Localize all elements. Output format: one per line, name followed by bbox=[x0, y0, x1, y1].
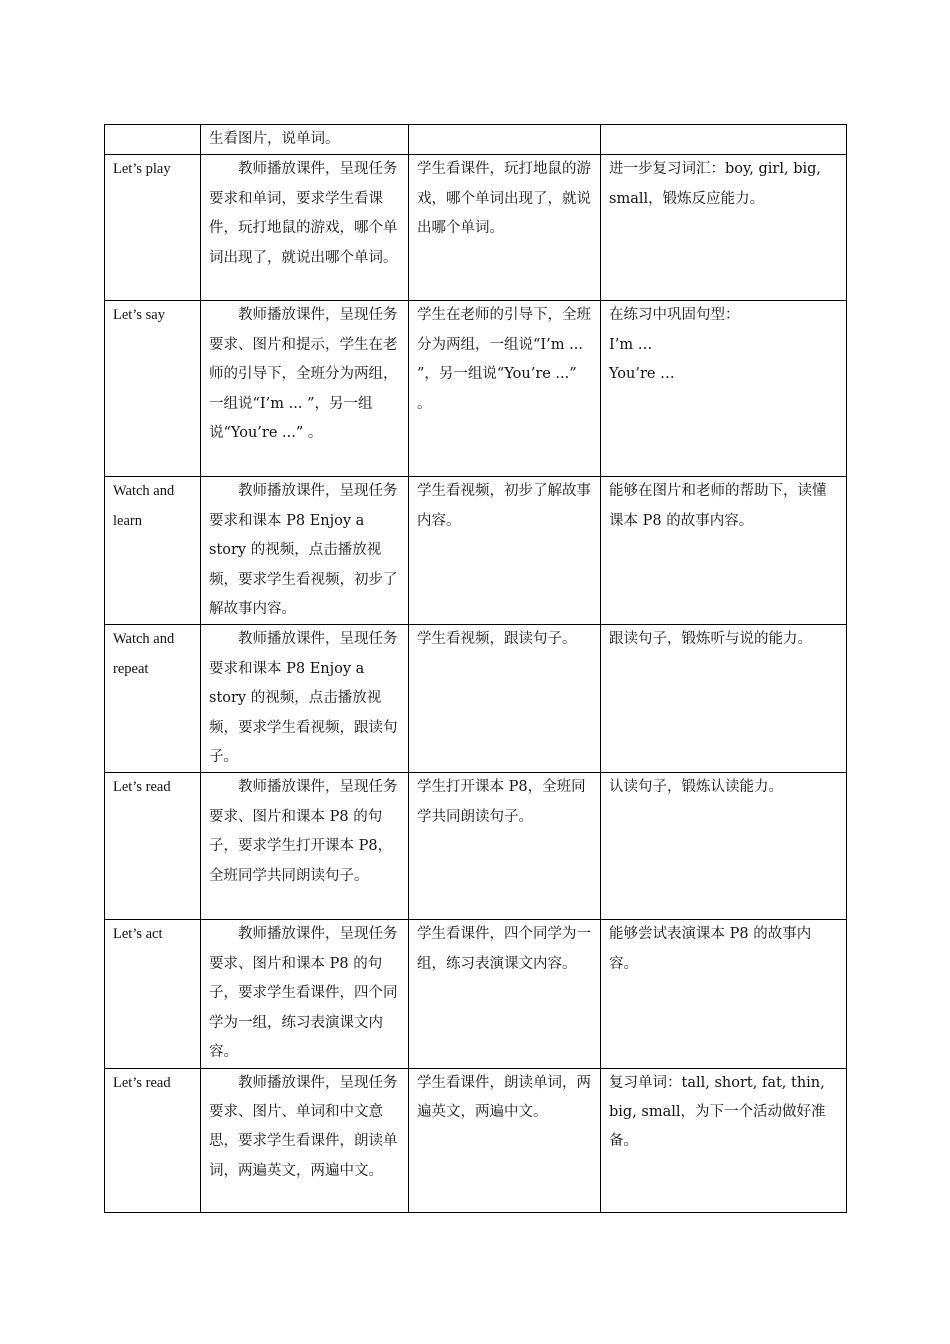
student-activity-cell: 学生看课件，玩打地鼠的游戏，哪个单词出现了，就说出哪个单词。 bbox=[409, 155, 601, 301]
student-activity-cell: 学生看课件，四个同学为一组，练习表演课文内容。 bbox=[409, 920, 601, 1068]
activity-cell: Let’s read bbox=[105, 773, 201, 920]
table-row bbox=[105, 301, 847, 477]
table-row bbox=[105, 155, 847, 301]
purpose-cell bbox=[601, 125, 847, 155]
student-activity-cell: 学生看视频，初步了解故事内容。 bbox=[409, 477, 601, 625]
table-row bbox=[105, 477, 847, 625]
sentence-pattern-2: You’re … bbox=[609, 366, 675, 383]
teacher-activity-cell: 教师播放课件，呈现任务要求和课本 P8 Enjoy a story 的视频，点击播放视频，要求学生看视频，跟读句子。 bbox=[201, 625, 409, 773]
activity-cell: Let’s play bbox=[105, 155, 201, 301]
student-activity-cell: 学生看视频，跟读句子。 bbox=[409, 625, 601, 773]
activity-cell: Let’s act bbox=[105, 920, 201, 1068]
activity-cell bbox=[105, 125, 201, 155]
teacher-activity-cell: 教师播放课件，呈现任务要求、图片和提示，学生在老师的引导下，全班分为两组，一组说“I’m ... ”，另一组说“You’re ...” 。 bbox=[201, 301, 409, 477]
lesson-procedure-table bbox=[104, 124, 847, 1213]
student-activity-cell: 学生打开课本 P8，全班同学共同朗读句子。 bbox=[409, 773, 601, 920]
purpose-cell bbox=[601, 301, 847, 477]
purpose-cell: 进一步复习词汇：boy, girl, big, small，锻炼反应能力。 bbox=[601, 155, 847, 301]
table-row bbox=[105, 920, 847, 1068]
teacher-activity-cell: 教师播放课件，呈现任务要求和单词，要求学生看课件，玩打地鼠的游戏，哪个单词出现了，就说出哪个单词。 bbox=[201, 155, 409, 301]
activity-cell: Let’s say bbox=[105, 301, 201, 477]
student-activity-cell bbox=[409, 125, 601, 155]
table-row bbox=[105, 773, 847, 920]
teacher-activity-cell: 教师播放课件，呈现任务要求、图片和课本 P8 的句子，要求学生打开课本 P8，全班同学共同朗读句子。 bbox=[201, 773, 409, 920]
purpose-cell: 能够在图片和老师的帮助下，读懂课本 P8 的故事内容。 bbox=[601, 477, 847, 625]
purpose-cell: 复习单词：tall, short, fat, thin, big, small，为下一个活动做好准备。 bbox=[601, 1068, 847, 1212]
student-activity-cell: 学生看课件，朗读单词，两遍英文，两遍中文。 bbox=[409, 1068, 601, 1212]
table-row bbox=[105, 1068, 847, 1212]
student-activity-cell: 学生在老师的引导下，全班分为两组，一组说“I’m ... ”，另一组说“You’re ...” 。 bbox=[409, 301, 601, 477]
activity-cell: Watch and repeat bbox=[105, 625, 201, 773]
activity-cell: Let’s read bbox=[105, 1068, 201, 1212]
teacher-activity-cell: 教师播放课件，呈现任务要求、图片和课本 P8 的句子，要求学生看课件，四个同学为一组，练习表演课文内容。 bbox=[201, 920, 409, 1068]
activity-cell: Watch and learn bbox=[105, 477, 201, 625]
teacher-activity-cell: 教师播放课件，呈现任务要求和课本 P8 Enjoy a story 的视频，点击播放视频，要求学生看视频，初步了解故事内容。 bbox=[201, 477, 409, 625]
teacher-activity-cell: 教师播放课件，呈现任务要求、图片、单词和中文意思，要求学生看课件，朗读单词，两遍英文，两遍中文。 bbox=[201, 1068, 409, 1212]
table-row bbox=[105, 125, 847, 155]
sentence-pattern-1: I’m … bbox=[609, 336, 653, 353]
purpose-cell: 认读句子，锻炼认读能力。 bbox=[601, 773, 847, 920]
table-row bbox=[105, 625, 847, 773]
purpose-cell: 跟读句子，锻炼听与说的能力。 bbox=[601, 625, 847, 773]
purpose-text: 在练习中巩固句型： bbox=[609, 307, 740, 324]
teacher-activity-cell: 生看图片，说单词。 bbox=[201, 125, 409, 155]
purpose-cell: 能够尝试表演课本 P8 的故事内容。 bbox=[601, 920, 847, 1068]
